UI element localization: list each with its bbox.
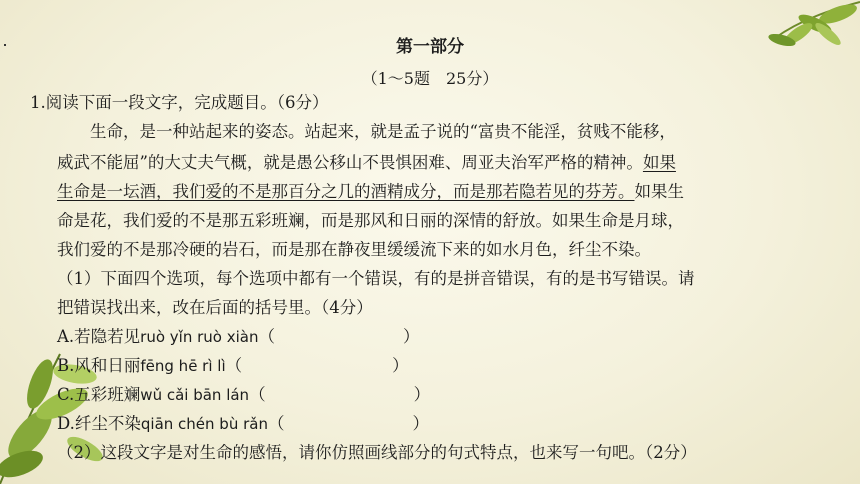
option-label: A.若隐若见 bbox=[57, 327, 141, 346]
bracket-open: （ bbox=[225, 356, 243, 375]
option-c bbox=[57, 384, 430, 406]
option-label: C.五彩班斓 bbox=[57, 385, 141, 404]
question-stem: 1.阅读下面一段文字，完成题目。（6分） bbox=[30, 93, 329, 112]
bracket-open: （ bbox=[249, 385, 266, 404]
bracket-close: ） bbox=[402, 327, 420, 346]
passage-line bbox=[57, 181, 684, 203]
passage-text: 威武不能屈”的大丈夫气概，就是愚公移山不畏惧困难、周亚夫治军严格的精神。 bbox=[57, 153, 643, 172]
bracket-close: ） bbox=[412, 414, 429, 433]
passage-line: 命是花，我们爱的不是那五彩班斓，而是那风和日丽的深情的舒放。如果生命是月球， bbox=[57, 211, 684, 230]
section-subtitle: （1～5题 25分） bbox=[361, 69, 499, 88]
subquestion-1-line2: 把错误找出来，改在后面的括号里。（4分） bbox=[57, 298, 373, 317]
option-pinyin: qiān chén bù rǎn bbox=[140, 415, 268, 433]
passage-line: 生命，是一种站起来的姿态。站起来，就是孟子说的“富贵不能淫，贫贱不能移， bbox=[90, 122, 676, 141]
bracket-open: （ bbox=[258, 327, 275, 346]
bracket-close: ） bbox=[392, 356, 409, 375]
passage-text: 如果生 bbox=[634, 182, 684, 201]
passage-line: 我们爱的不是那冷硬的岩石，而是那在静夜里缓缓流下来的如水月色，纤尘不染。 bbox=[57, 240, 651, 259]
subquestion-1-line1: （1）下面四个选项，每个选项中都有一个错误，有的是拼音错误，有的是书写错误。请 bbox=[57, 269, 695, 288]
option-d bbox=[57, 413, 429, 435]
underlined-text: 生命是一坛酒，我们爱的不是那百分之几的酒精成分，而是那若隐若见的芬芳。 bbox=[57, 182, 635, 201]
option-a bbox=[57, 326, 419, 348]
option-pinyin: fēng hē rì lì bbox=[140, 357, 226, 375]
bracket-open: （ bbox=[267, 414, 285, 433]
bracket-close: ） bbox=[413, 385, 431, 404]
option-label: B.风和日丽 bbox=[57, 356, 141, 375]
underlined-text: 如果 bbox=[642, 153, 676, 172]
option-b bbox=[57, 355, 409, 377]
option-label: D.纤尘不染 bbox=[57, 414, 141, 433]
subquestion-2: （2）这段文字是对生命的感悟，请你仿照画线部分的句式特点，也来写一句吧。（2分） bbox=[57, 443, 697, 462]
passage-line bbox=[57, 152, 676, 174]
option-pinyin: ruò yǐn ruò xiàn bbox=[140, 328, 259, 346]
option-pinyin: wǔ cǎi bān lán bbox=[140, 386, 250, 404]
section-title: 第一部分 bbox=[396, 37, 464, 57]
